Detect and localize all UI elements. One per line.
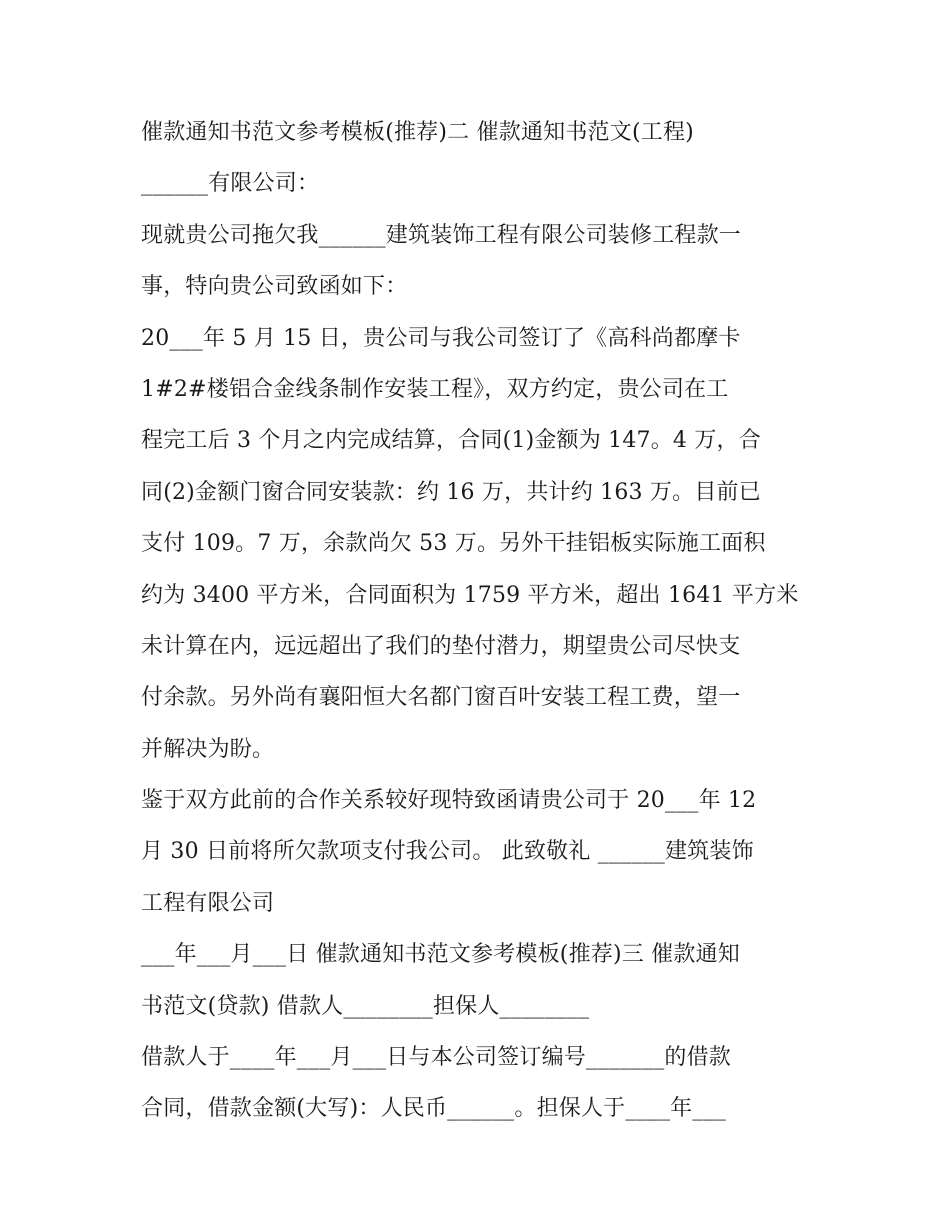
doc-line: 同(2)金额门窗合同安装款：约 16 万，共计约 163 万。目前已: [141, 479, 761, 505]
document-body: [141, 107, 813, 1135]
doc-line: 借款人于____年___月___日与本公司签订编号_______的借款: [141, 1045, 732, 1071]
doc-line: 事，特向贵公司致函如下：: [141, 274, 408, 300]
doc-line: 催款通知书范文参考模板(推荐)二 催款通知书范文(工程): [141, 120, 694, 145]
doc-line: 未计算在内，远远超出了我们的垫付潜力，期望贵公司尽快支: [141, 633, 741, 659]
doc-line: 并解决为盼。: [141, 736, 275, 762]
doc-line: 程完工后 3 个月之内完成结算，合同(1)金额为 147。4 万，合: [141, 428, 761, 454]
doc-line: 约为 3400 平方米，合同面积为 1759 平方米，超出 1641 平方米: [141, 582, 799, 608]
doc-line: 现就贵公司拖欠我______建筑装饰工程有限公司装修工程款一: [141, 222, 742, 248]
doc-line: 鉴于双方此前的合作关系较好现特致函请贵公司于 20___年 12: [141, 788, 757, 814]
doc-line: 书范文(贷款) 借款人________担保人________: [141, 993, 590, 1019]
doc-line: 合同，借款金额(大写)：人民币______。担保人于____年___: [141, 1096, 726, 1122]
doc-line: 月 30 日前将所欠款项支付我公司。 此致敬礼 ______建筑装饰: [141, 839, 754, 865]
doc-line: ______有限公司：: [141, 171, 320, 197]
doc-line: 付余款。另外尚有襄阳恒大名都门窗百叶安装工程工费，望一: [141, 685, 741, 711]
doc-line: 1#2#楼铝合金线条制作安装工程》，双方约定，贵公司在工: [141, 376, 729, 402]
doc-line: ___年___月___日 催款通知书范文参考模板(推荐)三 催款通知: [141, 942, 740, 968]
doc-line: 支付 109。7 万，余款尚欠 53 万。另外干挂铝板实际施工面积: [141, 531, 766, 557]
doc-line: 工程有限公司: [141, 890, 275, 916]
doc-line: 20___年 5 月 15 日，贵公司与我公司签订了《高科尚都摩卡: [141, 325, 741, 351]
